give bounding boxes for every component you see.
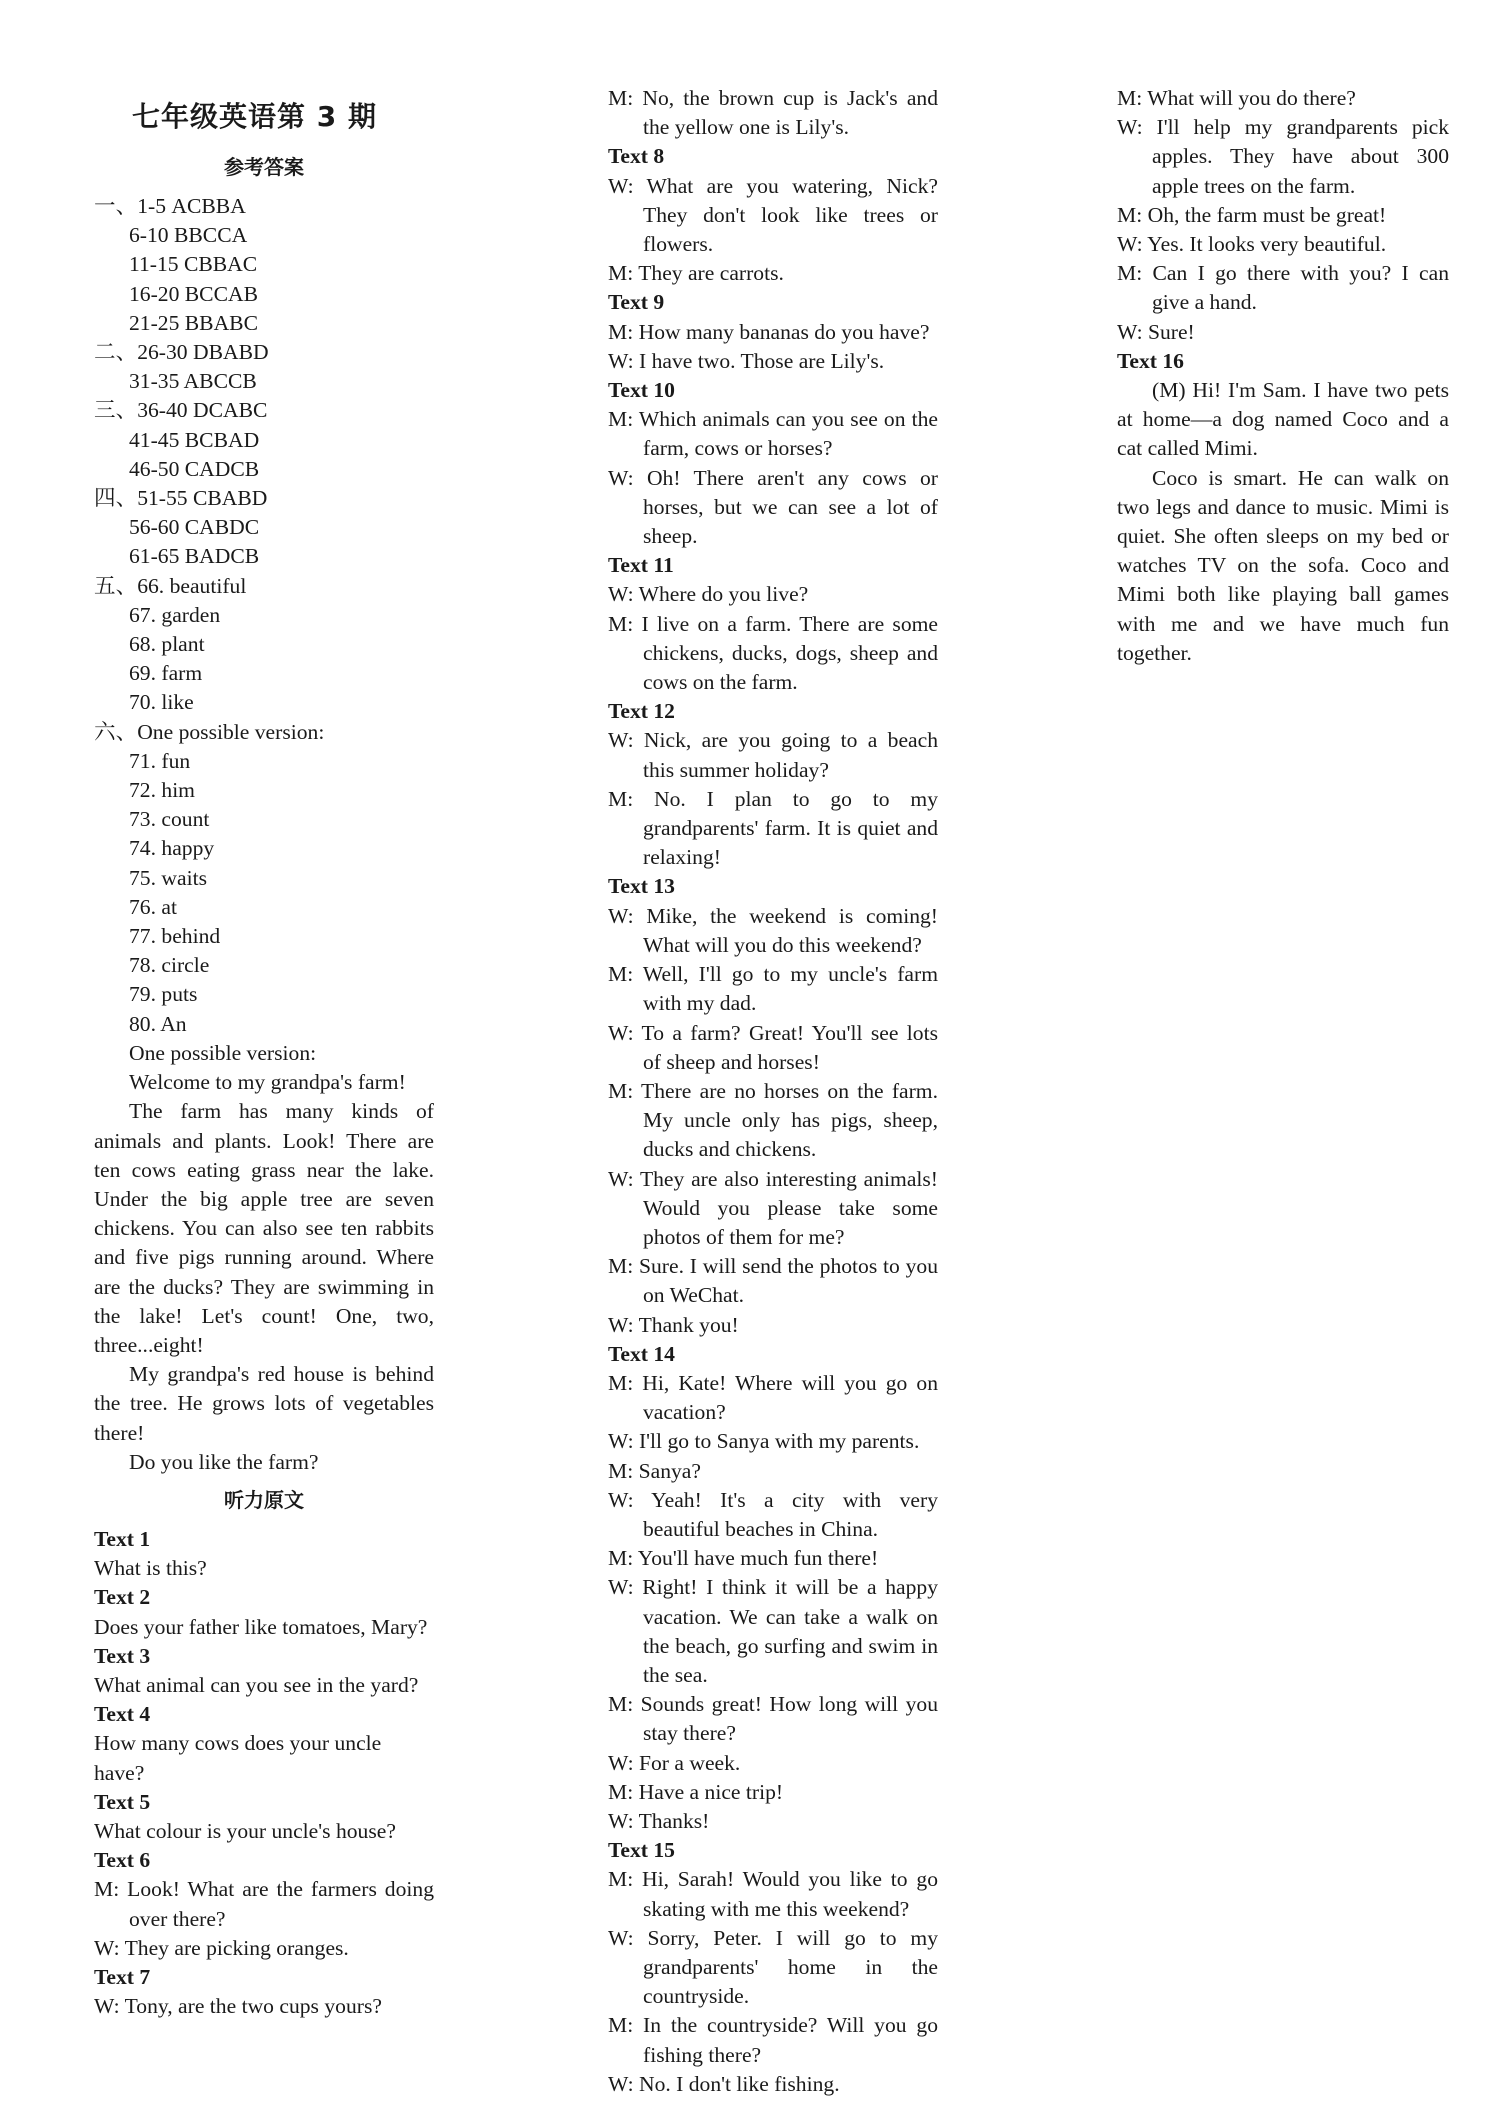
dialogue-line: M: In the countryside? Will you go fishing there? — [608, 2013, 938, 2067]
dialogue-line: W: I'll help my grandparents pick apples. They have about 300 apple trees on the farm. — [1117, 115, 1449, 198]
answer-line — [94, 280, 434, 309]
script-paragraph: What colour is your uncle's house? — [94, 1818, 396, 1843]
answer-text: 56-60 CABDC — [129, 515, 260, 540]
script-paragraph: How many cows does your uncle have? — [94, 1731, 382, 1785]
text-heading: Text 2 — [94, 1585, 151, 1610]
answer-line — [94, 805, 434, 834]
column-3 — [1117, 84, 1449, 668]
answer-text: 61-65 BADCB — [129, 544, 260, 569]
answer-line — [94, 834, 434, 863]
answer-text: 36-40 DCABC — [137, 398, 268, 423]
dialogue-line: W: Tony, are the two cups yours? — [94, 1994, 382, 2019]
dialogue-line: M: How many bananas do you have? — [608, 319, 930, 344]
answer-line — [94, 864, 434, 893]
answer-line — [94, 718, 434, 747]
dialogue-line: W: They are picking oranges. — [94, 1935, 349, 1960]
text-heading: Text 12 — [608, 699, 675, 724]
column-1 — [94, 84, 434, 2021]
dialogue-line: W: Yeah! It's a city with very beautiful beaches in China. — [608, 1487, 938, 1541]
answer-line — [94, 542, 434, 571]
answer-line — [94, 601, 434, 630]
answer-text: 16-20 BCCAB — [129, 281, 258, 306]
text-heading: Text 6 — [94, 1848, 151, 1873]
dialogue-line: M: Sanya? — [608, 1458, 701, 1483]
answer-text: 71. fun — [129, 748, 191, 773]
answer-line — [94, 776, 434, 805]
script-paragraph: Coco is smart. He can walk on two legs and dance to music. Mimi is quiet. She often sleeps on my bed or watches TV on the sofa. Coco and Mimi both like playing ball games with me and we have much fun together. — [1117, 465, 1449, 665]
answer-section-number: 二、 — [94, 340, 138, 365]
answer-text: 74. happy — [129, 836, 215, 861]
answer-section-number: 一、 — [94, 194, 138, 218]
answer-line — [94, 396, 434, 425]
dialogue-line: M: They are carrots. — [608, 261, 784, 286]
answer-section-number: 五、 — [94, 573, 138, 598]
dialogue-line: W: Thanks! — [608, 1808, 710, 1833]
essay — [94, 1068, 434, 1477]
dialogue-line: W: Mike, the weekend is coming! What will you do this weekend? — [608, 903, 938, 957]
answer-line — [94, 980, 434, 1009]
answer-text: 46-50 CADCB — [129, 456, 260, 481]
answer-line — [94, 951, 434, 980]
answer-section-number: 三、 — [94, 398, 138, 423]
answer-line — [94, 659, 434, 688]
answer-text: 75. waits — [129, 865, 207, 890]
answer-text: 41-45 BCBAD — [129, 427, 260, 452]
answer-text: 68. plant — [129, 632, 205, 657]
script-paragraph: What animal can you see in the yard? — [94, 1672, 419, 1697]
answer-text: 6-10 BBCCA — [129, 223, 248, 248]
answer-line — [94, 893, 434, 922]
dialogue-line: M: Oh, the farm must be great! — [1117, 202, 1387, 227]
dialogue-line: M: Have a nice trip! — [608, 1779, 784, 1804]
dialogue-line: M: What will you do there? — [1117, 86, 1356, 110]
answer-line — [94, 309, 434, 338]
answer-text: 76. at — [129, 894, 177, 919]
dialogue-line: M: Look! What are the farmers doing over there? — [94, 1877, 434, 1931]
dialogue-line: M: I live on a farm. There are some chickens, ducks, dogs, sheep and cows on the farm. — [608, 611, 938, 695]
dialogue-line: W: They are also interesting animals! Would you please take some photos of them for me? — [608, 1166, 938, 1249]
answer-line — [94, 630, 434, 659]
answer-text: One possible version: — [129, 1040, 317, 1065]
dialogue-line: W: Right! I think it will be a happy vacation. We can take a walk on the beach, go surfing and swim in the sea. — [608, 1575, 938, 1687]
dialogue-line: W: Nick, are you going to a beach this summer holiday? — [608, 728, 938, 782]
answer-line — [94, 572, 434, 601]
answer-line — [94, 484, 434, 513]
answer-line — [94, 1010, 434, 1039]
answer-line — [94, 922, 434, 951]
dialogue-line: W: Where do you live? — [608, 582, 809, 607]
dialogue-line: M: Sure. I will send the photos to you on WeChat. — [608, 1254, 938, 1308]
listening-heading: 听力原文 — [224, 1487, 304, 1512]
answer-text: 69. farm — [129, 661, 203, 686]
dialogue-line: W: Thank you! — [608, 1312, 739, 1337]
essay-paragraph: My grandpa's red house is behind the tree. He grows lots of vegetables there! — [94, 1362, 434, 1445]
text-heading: Text 9 — [608, 290, 665, 315]
text-heading: Text 4 — [94, 1702, 151, 1727]
dialogue-line: W: I'll go to Sanya with my parents. — [608, 1429, 920, 1454]
text-heading: Text 8 — [608, 144, 665, 169]
text-heading: Text 13 — [608, 874, 675, 899]
listening-script-col3 — [1117, 84, 1449, 668]
dialogue-line: M: Well, I'll go to my uncle's farm with my dad. — [608, 962, 938, 1016]
answer-text: 26-30 DBABD — [137, 340, 269, 365]
answer-line — [94, 250, 434, 279]
answer-text: 51-55 CBABD — [137, 486, 268, 511]
dialogue-line: W: Sorry, Peter. I will go to my grandparents' home in the countryside. — [608, 1925, 938, 2009]
dialogue-line: M: Which animals can you see on the farm, cows or horses? — [608, 407, 938, 461]
dialogue-line: W: What are you watering, Nick? They don't look like trees or flowers. — [608, 173, 938, 257]
dialogue-line: M: You'll have much fun there! — [608, 1546, 879, 1571]
answer-section-number: 六、 — [94, 719, 138, 744]
answer-text: 66. beautiful — [137, 573, 247, 598]
listening-script-col2 — [608, 84, 938, 2099]
dialogue-line: W: Sure! — [1117, 319, 1195, 344]
dialogue-line: W: To a farm? Great! You'll see lots of sheep and horses! — [608, 1020, 938, 1074]
text-heading: Text 3 — [94, 1643, 151, 1668]
dialogue-line: M: Sounds great! How long will you stay there? — [608, 1692, 938, 1746]
answer-text: 80. An — [129, 1011, 187, 1036]
text-heading: Text 14 — [608, 1341, 675, 1366]
answer-line — [94, 513, 434, 542]
dialogue-line: M: No, the brown cup is Jack's and the yellow one is Lily's. — [608, 86, 938, 140]
answer-text: 79. puts — [129, 982, 198, 1007]
text-heading: Text 7 — [94, 1964, 151, 1989]
script-paragraph: Does your father like tomatoes, Mary? — [94, 1614, 428, 1639]
essay-paragraph: Do you like the farm? — [129, 1449, 319, 1474]
answers-heading: 参考答案 — [224, 155, 304, 179]
answer-text: One possible version: — [137, 719, 325, 744]
dialogue-line: M: No. I plan to go to my grandparents' farm. It is quiet and relaxing! — [608, 786, 938, 870]
text-heading: Text 15 — [608, 1838, 675, 1863]
text-heading: Text 10 — [608, 378, 675, 403]
answer-text: 72. him — [129, 778, 195, 803]
answer-text: 1-5 ACBBA — [137, 194, 246, 218]
dialogue-line: W: Yes. It looks very beautiful. — [1117, 232, 1387, 257]
listening-script-col1 — [94, 1525, 434, 2021]
answer-text: 77. behind — [129, 924, 221, 949]
answer-text: 70. like — [129, 690, 194, 715]
dialogue-line: M: There are no horses on the farm. My uncle only has pigs, sheep, ducks and chickens. — [608, 1078, 938, 1162]
answer-text: 21-25 BBABC — [129, 310, 258, 335]
answer-line — [94, 747, 434, 776]
text-heading: Text 16 — [1117, 348, 1184, 373]
answer-text: 31-35 ABCCB — [129, 369, 257, 394]
dialogue-line: M: Can I go there with you? I can give a hand. — [1117, 261, 1449, 315]
text-heading: Text 11 — [608, 553, 674, 578]
column-2 — [608, 84, 938, 2099]
dialogue-line: W: I have two. Those are Lily's. — [608, 348, 885, 373]
text-heading: Text 1 — [94, 1526, 151, 1551]
answer-line — [94, 426, 434, 455]
answer-line — [94, 221, 434, 250]
script-paragraph: (M) Hi! I'm Sam. I have two pets at home—a dog named Coco and a cat called Mimi. — [1117, 378, 1449, 461]
page-title: 七年级英语第 3 期 — [132, 100, 377, 133]
essay-paragraph: Welcome to my grandpa's farm! — [129, 1070, 406, 1095]
answer-list — [94, 192, 434, 1068]
script-paragraph: What is this? — [94, 1556, 207, 1581]
answer-line — [94, 338, 434, 367]
essay-paragraph: The farm has many kinds of animals and plants. Look! There are ten cows eating grass near the lake. Under the big apple tree are seven chickens. You can also see ten rabbits and five pigs running around. Where are the ducks? They are swimming in the lake! Let's count! One, two, three...eight! — [94, 1099, 434, 1357]
dialogue-line: W: For a week. — [608, 1750, 741, 1775]
dialogue-line: W: Oh! There aren't any cows or horses, but we can see a lot of sheep. — [608, 465, 938, 549]
dialogue-line: M: Hi, Sarah! Would you like to go skating with me this weekend? — [608, 1867, 938, 1921]
text-heading: Text 5 — [94, 1789, 151, 1814]
answer-line — [94, 455, 434, 484]
answer-line — [94, 192, 434, 221]
answer-line — [94, 367, 434, 396]
dialogue-line: M: Hi, Kate! Where will you go on vacation? — [608, 1370, 938, 1425]
answer-text: 67. garden — [129, 602, 221, 627]
answer-section-number: 四、 — [94, 486, 138, 511]
dialogue-line: W: No. I don't like fishing. — [608, 2071, 840, 2096]
answer-text: 78. circle — [129, 953, 210, 978]
answer-line — [94, 688, 434, 717]
answer-text: 11-15 CBBAC — [129, 252, 258, 277]
answer-text: 73. count — [129, 807, 210, 832]
answer-line — [94, 1039, 434, 1068]
